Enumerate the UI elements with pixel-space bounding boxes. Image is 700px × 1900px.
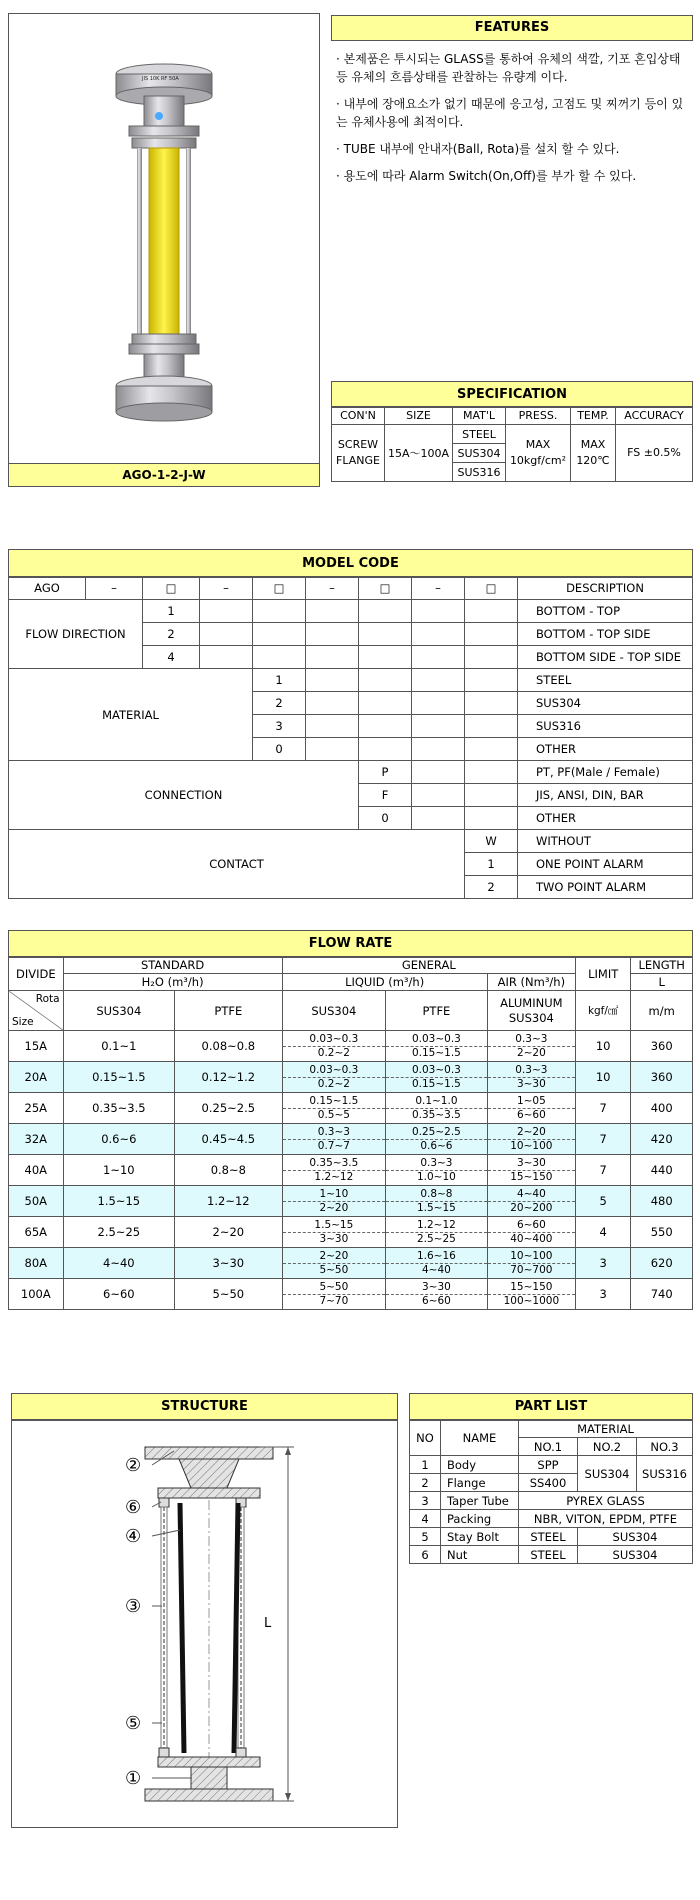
fr-air-value: 2~20 <box>488 1046 575 1060</box>
mc-desc: BOTTOM SIDE - TOP SIDE <box>518 646 693 669</box>
pl-mat23: SUS304 <box>578 1528 693 1546</box>
mc-code: 2 <box>253 692 306 715</box>
fr-liq-ptfe-value: 0.35~3.5 <box>386 1108 487 1122</box>
fr-air <box>487 1031 575 1062</box>
spec-material: STEEL <box>453 425 506 444</box>
fr-h-limit-unit: kgf/㎠ <box>576 991 631 1031</box>
spec-header: PRESS. <box>506 407 571 425</box>
fr-liq-ptfe-value: 0.8~8 <box>420 1187 453 1200</box>
fr-liq-sus-value: 7~70 <box>283 1294 386 1308</box>
fr-std-sus: 1~10 <box>63 1155 174 1186</box>
fr-std-sus: 0.6~6 <box>63 1124 174 1155</box>
fr-liq-ptfe <box>386 1124 488 1155</box>
fr-std-ptfe: 1.2~12 <box>175 1186 283 1217</box>
fr-std-ptfe: 0.08~0.8 <box>175 1031 283 1062</box>
fr-std-sus: 4~40 <box>63 1248 174 1279</box>
table-row <box>9 1124 693 1155</box>
fr-liq-sus-value: 3~30 <box>283 1232 386 1246</box>
fr-liq-ptfe-value: 4~40 <box>386 1263 487 1277</box>
mc-head: □ <box>143 577 200 600</box>
fr-std-ptfe: 0.12~1.2 <box>175 1062 283 1093</box>
pl-mat1: STEEL <box>519 1546 578 1564</box>
fr-liq-ptfe-value: 1.6~16 <box>416 1249 456 1262</box>
mc-desc: JIS, ANSI, DIN, BAR <box>518 784 693 807</box>
mc-code: 1 <box>253 669 306 692</box>
mc-flow-direction: FLOW DIRECTION <box>9 600 143 669</box>
spec-header: MAT'L <box>453 407 506 425</box>
pl-no: 2 <box>410 1474 441 1492</box>
mc-desc: SUS304 <box>518 692 693 715</box>
pl-name: Body <box>441 1456 519 1474</box>
mc-code: 1 <box>143 600 200 623</box>
mc-code: 1 <box>465 853 518 876</box>
fr-std-sus: 2.5~25 <box>63 1217 174 1248</box>
fr-air-value: 3~30 <box>488 1077 575 1091</box>
mc-head: AGO <box>9 577 86 600</box>
fr-length: 360 <box>631 1031 693 1062</box>
fr-liq-ptfe-value: 0.03~0.3 <box>411 1032 461 1045</box>
callout-4: ④ <box>125 1526 142 1547</box>
specification-title: SPECIFICATION <box>331 381 693 408</box>
pl-name: Nut <box>441 1546 519 1564</box>
fr-length: 440 <box>631 1155 693 1186</box>
fr-liq-ptfe-value: 0.6~6 <box>386 1139 487 1153</box>
fr-liq-sus-value: 5~50 <box>319 1280 349 1293</box>
fr-h-divide: DIVIDE <box>9 957 64 991</box>
fr-size: 80A <box>9 1248 64 1279</box>
table-row <box>9 1248 693 1279</box>
fr-air-value: 10~100 <box>488 1139 575 1153</box>
fr-std-sus: 1.5~15 <box>63 1186 174 1217</box>
fr-liq-ptfe-value: 6~60 <box>386 1294 487 1308</box>
pl-h-no: NO <box>410 1420 441 1456</box>
fr-length: 360 <box>631 1062 693 1093</box>
fr-liq-sus <box>282 1093 386 1124</box>
fr-liq-ptfe-value: 1.5~15 <box>386 1201 487 1215</box>
fr-air <box>487 1248 575 1279</box>
feature-item: · TUBE 내부에 안내자(Ball, Rota)를 설치 할 수 있다. <box>336 142 620 156</box>
fr-air-value: 100~1000 <box>488 1294 575 1308</box>
fr-liq-ptfe-value: 0.25~2.5 <box>411 1125 461 1138</box>
mc-material: MATERIAL <box>9 669 253 761</box>
pl-mat1: SS400 <box>519 1474 578 1492</box>
flow-rate-table <box>8 956 693 1310</box>
pl-mat1: STEEL <box>519 1528 578 1546</box>
mc-code: 2 <box>465 876 518 899</box>
mc-head: – <box>412 577 465 600</box>
fr-rota-size <box>9 991 64 1031</box>
mc-desc: WITHOUT <box>518 830 693 853</box>
mc-desc: TWO POINT ALARM <box>518 876 693 899</box>
mc-code: W <box>465 830 518 853</box>
callout-5: ⑤ <box>125 1713 142 1734</box>
pl-mat: PYREX GLASS <box>519 1492 693 1510</box>
specification-table <box>331 406 693 482</box>
model-code-title: MODEL CODE <box>8 549 693 578</box>
fr-liq-sus <box>282 1279 386 1310</box>
structure-title: STRUCTURE <box>11 1393 398 1421</box>
fr-liq-sus <box>282 1124 386 1155</box>
fr-air-value: 0.3~3 <box>515 1032 548 1045</box>
spec-header: SIZE <box>385 407 453 425</box>
fr-limit: 10 <box>576 1031 631 1062</box>
fr-air-value: 4~40 <box>516 1187 546 1200</box>
fr-air-value: 40~400 <box>488 1232 575 1246</box>
mc-desc: BOTTOM - TOP <box>518 600 693 623</box>
fr-std-sus: 0.1~1 <box>63 1031 174 1062</box>
fr-size: 50A <box>9 1186 64 1217</box>
pl-no: 4 <box>410 1510 441 1528</box>
fr-std-ptfe: 3~30 <box>175 1248 283 1279</box>
fr-air <box>487 1217 575 1248</box>
fr-liq-ptfe-value: 0.15~1.5 <box>386 1046 487 1060</box>
fr-h-h2o: H₂O (m³/h) <box>63 974 282 991</box>
fr-liq-ptfe-value: 1.0~10 <box>386 1170 487 1184</box>
fr-h-size: Size <box>12 1016 34 1028</box>
pl-mat3: SUS316 <box>637 1456 693 1492</box>
fr-limit: 3 <box>576 1248 631 1279</box>
mc-desc: STEEL <box>518 669 693 692</box>
fr-liq-ptfe-value: 0.03~0.3 <box>411 1063 461 1076</box>
structure-drawing-box <box>11 1419 398 1828</box>
fr-limit: 7 <box>576 1155 631 1186</box>
fr-liq-ptfe <box>386 1093 488 1124</box>
fr-h-length-unit: m/m <box>631 991 693 1031</box>
mc-code: F <box>359 784 412 807</box>
feature-item: · 내부에 장애요소가 없기 때문에 응고성, 고점도 및 찌꺼기 등이 있는 유체사용에 최적이다. <box>336 97 684 129</box>
mc-head: – <box>306 577 359 600</box>
fr-liq-ptfe-value: 1.2~12 <box>416 1218 456 1231</box>
fr-liq-ptfe <box>386 1186 488 1217</box>
fr-liq-sus <box>282 1062 386 1093</box>
mc-contact: CONTACT <box>9 830 465 899</box>
mc-head: – <box>86 577 143 600</box>
fr-liq-sus-value: 0.2~2 <box>283 1046 386 1060</box>
fr-air-value: 15~150 <box>488 1170 575 1184</box>
fr-h-air-sus304: SUS304 <box>508 1010 554 1025</box>
fr-liq-sus-value: 2~20 <box>283 1201 386 1215</box>
product-photo-box <box>8 13 320 486</box>
pl-name: Packing <box>441 1510 519 1528</box>
spec-press: MAX 10kgf/cm² <box>506 425 571 482</box>
fr-h-air-mat <box>487 991 575 1031</box>
fr-air-value: 20~200 <box>488 1201 575 1215</box>
mc-code: P <box>359 761 412 784</box>
mc-code: 2 <box>143 623 200 646</box>
model-code-table <box>8 576 693 899</box>
fr-air <box>487 1124 575 1155</box>
fr-air-value: 2~20 <box>516 1125 546 1138</box>
flange-marking: JIS 10K RF 50A <box>142 76 179 82</box>
fr-length: 620 <box>631 1248 693 1279</box>
spec-header: ACCURACY <box>616 407 693 425</box>
pl-no: 1 <box>410 1456 441 1474</box>
fr-liq-ptfe-value: 3~30 <box>421 1280 451 1293</box>
fr-h-g-ptfe: PTFE <box>386 991 488 1031</box>
mc-desc: PT, PF(Male / Female) <box>518 761 693 784</box>
fr-liq-ptfe-value: 0.15~1.5 <box>386 1077 487 1091</box>
pl-h-no2: NO.2 <box>578 1438 637 1456</box>
table-row <box>9 1217 693 1248</box>
fr-air-value: 10~100 <box>510 1249 553 1262</box>
fr-size: 40A <box>9 1155 64 1186</box>
fr-h-g-sus304: SUS304 <box>282 991 386 1031</box>
part-list-table <box>409 1419 693 1564</box>
fr-liq-sus <box>282 1217 386 1248</box>
fr-liq-sus-value: 1.5~15 <box>314 1218 354 1231</box>
fr-air <box>487 1155 575 1186</box>
spec-material: SUS304 <box>453 444 506 463</box>
fr-air-value: 70~700 <box>488 1263 575 1277</box>
fr-liq-ptfe <box>386 1217 488 1248</box>
spec-size: 15A～100A <box>385 425 453 482</box>
fr-liq-sus-value: 0.5~5 <box>283 1108 386 1122</box>
fr-liq-sus <box>282 1248 386 1279</box>
fr-std-ptfe: 0.25~2.5 <box>175 1093 283 1124</box>
fr-size: 65A <box>9 1217 64 1248</box>
fr-liq-ptfe <box>386 1062 488 1093</box>
pl-mat2: SUS304 <box>578 1456 637 1492</box>
table-row <box>9 1062 693 1093</box>
pl-h-name: NAME <box>441 1420 519 1456</box>
pl-name: Taper Tube <box>441 1492 519 1510</box>
fr-std-sus: 0.15~1.5 <box>63 1062 174 1093</box>
fr-h-rota: Rota <box>35 993 60 1005</box>
fr-liq-sus-value: 0.35~3.5 <box>309 1156 359 1169</box>
fr-air-value: 6~60 <box>488 1108 575 1122</box>
fr-h-air: AIR (Nm³/h) <box>487 974 575 991</box>
pl-h-no1: NO.1 <box>519 1438 578 1456</box>
mc-desc: SUS316 <box>518 715 693 738</box>
mc-head: – <box>200 577 253 600</box>
fr-air-value: 15~150 <box>510 1280 553 1293</box>
fr-length: 550 <box>631 1217 693 1248</box>
fr-size: 20A <box>9 1062 64 1093</box>
mc-connection: CONNECTION <box>9 761 359 830</box>
mc-desc: OTHER <box>518 807 693 830</box>
pl-no: 3 <box>410 1492 441 1510</box>
fr-air-value: 6~60 <box>516 1218 546 1231</box>
fr-air <box>487 1186 575 1217</box>
fr-std-ptfe: 2~20 <box>175 1217 283 1248</box>
fr-air-value: 0.3~3 <box>515 1063 548 1076</box>
fr-liq-ptfe-value: 0.1~1.0 <box>415 1094 458 1107</box>
fr-liq-sus-value: 2~20 <box>319 1249 349 1262</box>
flow-rate-title: FLOW RATE <box>8 930 693 958</box>
fr-liq-sus-value: 0.2~2 <box>283 1077 386 1091</box>
pl-mat1: SPP <box>519 1456 578 1474</box>
part-list-title: PART LIST <box>409 1393 693 1421</box>
table-row <box>9 1031 693 1062</box>
pl-name: Flange <box>441 1474 519 1492</box>
fr-length: 400 <box>631 1093 693 1124</box>
fr-liq-ptfe <box>386 1279 488 1310</box>
fr-liq-sus-value: 1.2~12 <box>283 1170 386 1184</box>
fr-size: 100A <box>9 1279 64 1310</box>
pl-h-material: MATERIAL <box>519 1420 693 1438</box>
fr-h-general: GENERAL <box>282 957 575 974</box>
fr-h-limit: LIMIT <box>576 957 631 991</box>
features-list <box>336 50 688 194</box>
dimension-label: L <box>264 1616 272 1631</box>
fr-liq-sus-value: 0.15~1.5 <box>309 1094 359 1107</box>
fr-liq-ptfe <box>386 1155 488 1186</box>
fr-size: 15A <box>9 1031 64 1062</box>
fr-limit: 7 <box>576 1124 631 1155</box>
fr-h-standard: STANDARD <box>63 957 282 974</box>
mc-head: DESCRIPTION <box>518 577 693 600</box>
fr-std-ptfe: 0.45~4.5 <box>175 1124 283 1155</box>
fr-liq-sus <box>282 1186 386 1217</box>
fr-air <box>487 1062 575 1093</box>
pl-h-no3: NO.3 <box>637 1438 693 1456</box>
spec-header: TEMP. <box>571 407 616 425</box>
callout-1: ① <box>125 1768 142 1789</box>
fr-limit: 7 <box>576 1093 631 1124</box>
mc-desc: BOTTOM - TOP SIDE <box>518 623 693 646</box>
fr-length: 480 <box>631 1186 693 1217</box>
fr-air-value: 1~05 <box>516 1094 546 1107</box>
mc-head: □ <box>359 577 412 600</box>
pl-mat: NBR, VITON, EPDM, PTFE <box>519 1510 693 1528</box>
fr-liq-ptfe-value: 2.5~25 <box>386 1232 487 1246</box>
mc-desc: ONE POINT ALARM <box>518 853 693 876</box>
fr-liq-sus <box>282 1031 386 1062</box>
spec-header: CON'N <box>332 407 385 425</box>
structure-drawing <box>12 1420 397 1827</box>
fr-h-l: L <box>631 974 693 991</box>
fr-length: 420 <box>631 1124 693 1155</box>
fr-liq-sus-value: 0.03~0.3 <box>309 1063 359 1076</box>
fr-liq-ptfe <box>386 1031 488 1062</box>
fr-size: 25A <box>9 1093 64 1124</box>
fr-limit: 10 <box>576 1062 631 1093</box>
fr-limit: 3 <box>576 1279 631 1310</box>
mc-code: 0 <box>253 738 306 761</box>
fr-body <box>9 1031 693 1310</box>
spec-material: SUS316 <box>453 463 506 482</box>
mc-head: □ <box>465 577 518 600</box>
model-caption: AGO-1-2-J-W <box>8 463 320 487</box>
spec-accuracy: FS ±0.5% <box>616 425 693 482</box>
fr-h-length: LENGTH <box>631 957 693 974</box>
feature-item: · 용도에 따라 Alarm Switch(On,Off)를 부가 할 수 있다. <box>336 169 637 183</box>
table-row <box>9 1155 693 1186</box>
fr-std-sus: 0.35~3.5 <box>63 1093 174 1124</box>
mc-code: 0 <box>359 807 412 830</box>
table-row <box>9 1093 693 1124</box>
mc-code: 4 <box>143 646 200 669</box>
fr-std-ptfe: 0.8~8 <box>175 1155 283 1186</box>
fr-air-value: 3~30 <box>516 1156 546 1169</box>
mc-code: 3 <box>253 715 306 738</box>
callout-6: ⑥ <box>125 1497 142 1518</box>
fr-length: 740 <box>631 1279 693 1310</box>
fr-std-ptfe: 5~50 <box>175 1279 283 1310</box>
fr-liq-sus <box>282 1155 386 1186</box>
pl-no: 5 <box>410 1528 441 1546</box>
fr-air <box>487 1279 575 1310</box>
mc-desc: OTHER <box>518 738 693 761</box>
fr-liq-sus-value: 0.03~0.3 <box>309 1032 359 1045</box>
fr-liq-sus-value: 1~10 <box>319 1187 349 1200</box>
fr-h-ptfe: PTFE <box>175 991 283 1031</box>
fr-liq-sus-value: 0.7~7 <box>283 1139 386 1153</box>
features-title: FEATURES <box>331 15 693 41</box>
fr-size: 32A <box>9 1124 64 1155</box>
fr-liq-ptfe <box>386 1248 488 1279</box>
fr-h-aluminum: ALUMINUM <box>500 995 563 1010</box>
fr-h-liquid: LIQUID (m³/h) <box>282 974 487 991</box>
callout-3: ③ <box>125 1596 142 1617</box>
fr-liq-sus-value: 5~50 <box>283 1263 386 1277</box>
callout-2: ② <box>125 1455 142 1476</box>
pl-mat23: SUS304 <box>578 1546 693 1564</box>
spec-temp: MAX 120℃ <box>571 425 616 482</box>
fr-h-sus304: SUS304 <box>63 991 174 1031</box>
pl-no: 6 <box>410 1546 441 1564</box>
table-row <box>9 1279 693 1310</box>
fr-liq-ptfe-value: 0.3~3 <box>420 1156 453 1169</box>
pl-name: Stay Bolt <box>441 1528 519 1546</box>
fr-limit: 4 <box>576 1217 631 1248</box>
fr-air <box>487 1093 575 1124</box>
fr-limit: 5 <box>576 1186 631 1217</box>
fr-std-sus: 6~60 <box>63 1279 174 1310</box>
table-row <box>9 1186 693 1217</box>
mc-head: □ <box>253 577 306 600</box>
spec-connection: SCREW FLANGE <box>332 425 385 482</box>
fr-liq-sus-value: 0.3~3 <box>317 1125 350 1138</box>
feature-item: · 본제품은 투시되는 GLASS를 통하여 유체의 색깔, 기포 혼입상태 등 유체의 흐름상태를 관찰하는 유량계 이다. <box>336 52 681 84</box>
